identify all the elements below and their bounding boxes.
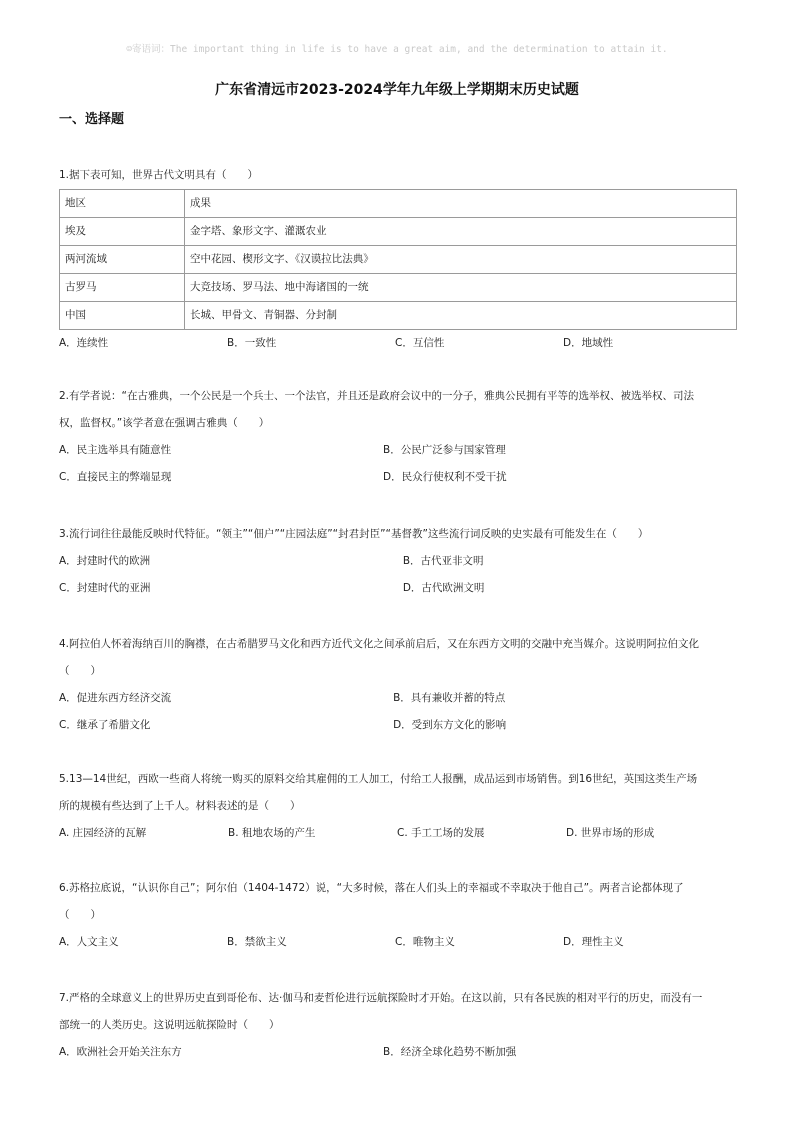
option-b[interactable]: B．公民广泛参与国家管理	[383, 444, 506, 456]
table-row	[60, 190, 737, 218]
section-heading: 一、选择题	[59, 112, 125, 127]
table-cell: 两河流域	[60, 246, 185, 274]
option-d[interactable]: D．地域性	[563, 337, 614, 349]
option-b[interactable]: B．古代亚非文明	[402, 555, 484, 567]
option-d[interactable]: D．古代欧洲文明	[402, 582, 485, 594]
option-a[interactable]: A．封建时代的欧洲	[59, 555, 151, 567]
table-cell: 古罗马	[60, 274, 185, 302]
table-row	[60, 246, 737, 274]
question-2-options-row2	[59, 464, 739, 491]
option-c[interactable]: C．互信性	[395, 337, 445, 349]
table-cell: 长城、甲骨文、青铜器、分封制	[185, 302, 737, 330]
question-6-options	[59, 929, 739, 956]
option-c[interactable]: C．直接民主的弊端显现	[59, 471, 172, 483]
option-b[interactable]: B．一致性	[227, 337, 277, 349]
question-3	[59, 521, 739, 602]
table-cell: 成果	[185, 190, 737, 218]
option-b[interactable]: B．经济全球化趋势不断加强	[383, 1046, 517, 1058]
option-a[interactable]: A．人文主义	[59, 936, 119, 948]
option-d[interactable]: D．受到东方文化的影响	[393, 719, 507, 731]
option-a[interactable]: A．欧洲社会开始关注东方	[59, 1046, 182, 1058]
option-a[interactable]: A. 庄园经济的瓦解	[59, 827, 147, 839]
question-7-stem-line2: 部统一的人类历史。这说明远航探险时（ ）	[59, 1019, 280, 1031]
question-5-options	[59, 820, 739, 847]
question-7-stem-line1: 7.严格的全球意义上的世界历史直到哥伦布、达·伽马和麦哲伦进行远航探险时才开始。在这以前，只有各民族的相对平行的历史，而没有一	[59, 992, 703, 1004]
question-4-stem-line1: 4.阿拉伯人怀着海纳百川的胸襟，在古希腊罗马文化和西方近代文化之间承前启后，又在东西方文明的交融中充当媒介。这说明阿拉伯文化	[59, 638, 700, 650]
table-row	[60, 302, 737, 330]
motto-watermark: ☺寄语词：The important thing in life is to have a great aim, and the determination to attain it.	[126, 44, 668, 55]
question-3-options-row1	[59, 548, 739, 575]
table-cell: 空中花园、楔形文字、《汉谟拉比法典》	[185, 246, 737, 274]
option-a[interactable]: A．民主选举具有随意性	[59, 444, 172, 456]
question-2-options-row1	[59, 437, 739, 464]
option-a[interactable]: A．促进东西方经济交流	[59, 692, 172, 704]
question-4-options-row2	[59, 712, 739, 739]
question-2-stem-line2: 权，监督权。”该学者意在强调古雅典（ ）	[59, 417, 270, 429]
question-6	[59, 875, 739, 956]
table-row	[60, 218, 737, 246]
option-b[interactable]: B. 租地农场的产生	[228, 827, 316, 839]
option-c[interactable]: C. 手工工场的发展	[397, 827, 485, 839]
question-3-stem: 3.流行词往往最能反映时代特征。“领主”“佃户”“庄园法庭”“封君封臣”“基督教”这些流行词反映的史实最有可能发生在（ ）	[59, 528, 649, 540]
question-4-stem-line2: （ ）	[59, 665, 101, 677]
option-b[interactable]: B．具有兼收并蓄的特点	[393, 692, 506, 704]
table-row	[60, 274, 737, 302]
table-cell: 埃及	[60, 218, 185, 246]
option-d[interactable]: D．理性主义	[563, 936, 624, 948]
option-c[interactable]: C．唯物主义	[395, 936, 455, 948]
question-1	[59, 162, 739, 357]
option-c[interactable]: C．继承了希腊文化	[59, 719, 151, 731]
question-5-stem-line1: 5.13—14世纪，西欧一些商人将统一购买的原料交给其雇佣的工人加工，付给工人报酬，成品运到市场销售。到16世纪，英国这类生产场	[59, 773, 698, 785]
question-4-options-row1	[59, 685, 739, 712]
question-7-options-row1	[59, 1039, 739, 1066]
table-cell: 金字塔、象形文字、灌溉农业	[185, 218, 737, 246]
question-3-options-row2	[59, 575, 739, 602]
question-7	[59, 985, 739, 1066]
question-6-stem-line2: （ ）	[59, 909, 101, 921]
option-b[interactable]: B．禁欲主义	[227, 936, 287, 948]
question-5-stem-line2: 所的规模有些达到了上千人。材料表述的是（ ）	[59, 800, 301, 812]
table-cell: 大竞技场、罗马法、地中海诸国的一统	[185, 274, 737, 302]
question-6-stem-line1: 6.苏格拉底说，“认识你自己”；阿尔伯（1404-1472）说，“大多时候，落在人们头上的幸福或不幸取决于他自己”。两者言论都体现了	[59, 882, 684, 894]
question-1-options	[59, 330, 739, 357]
civilization-table	[59, 189, 737, 330]
question-5	[59, 766, 739, 847]
question-2-stem-line1: 2.有学者说：“在古雅典，一个公民是一个兵士、一个法官，并且还是政府会议中的一分子，雅典公民拥有平等的选举权、被选举权、司法	[59, 390, 694, 402]
table-cell: 地区	[60, 190, 185, 218]
page-title: 广东省清远市2023-2024学年九年级上学期期末历史试题	[215, 82, 579, 98]
option-c[interactable]: C．封建时代的亚洲	[59, 582, 151, 594]
question-1-stem: 1.据下表可知，世界古代文明具有（ ）	[59, 169, 259, 181]
table-cell: 中国	[60, 302, 185, 330]
option-d[interactable]: D．民众行使权利不受干扰	[383, 471, 507, 483]
option-d[interactable]: D. 世界市场的形成	[566, 827, 655, 839]
question-2	[59, 383, 739, 491]
question-4	[59, 631, 739, 739]
option-a[interactable]: A．连续性	[59, 337, 109, 349]
